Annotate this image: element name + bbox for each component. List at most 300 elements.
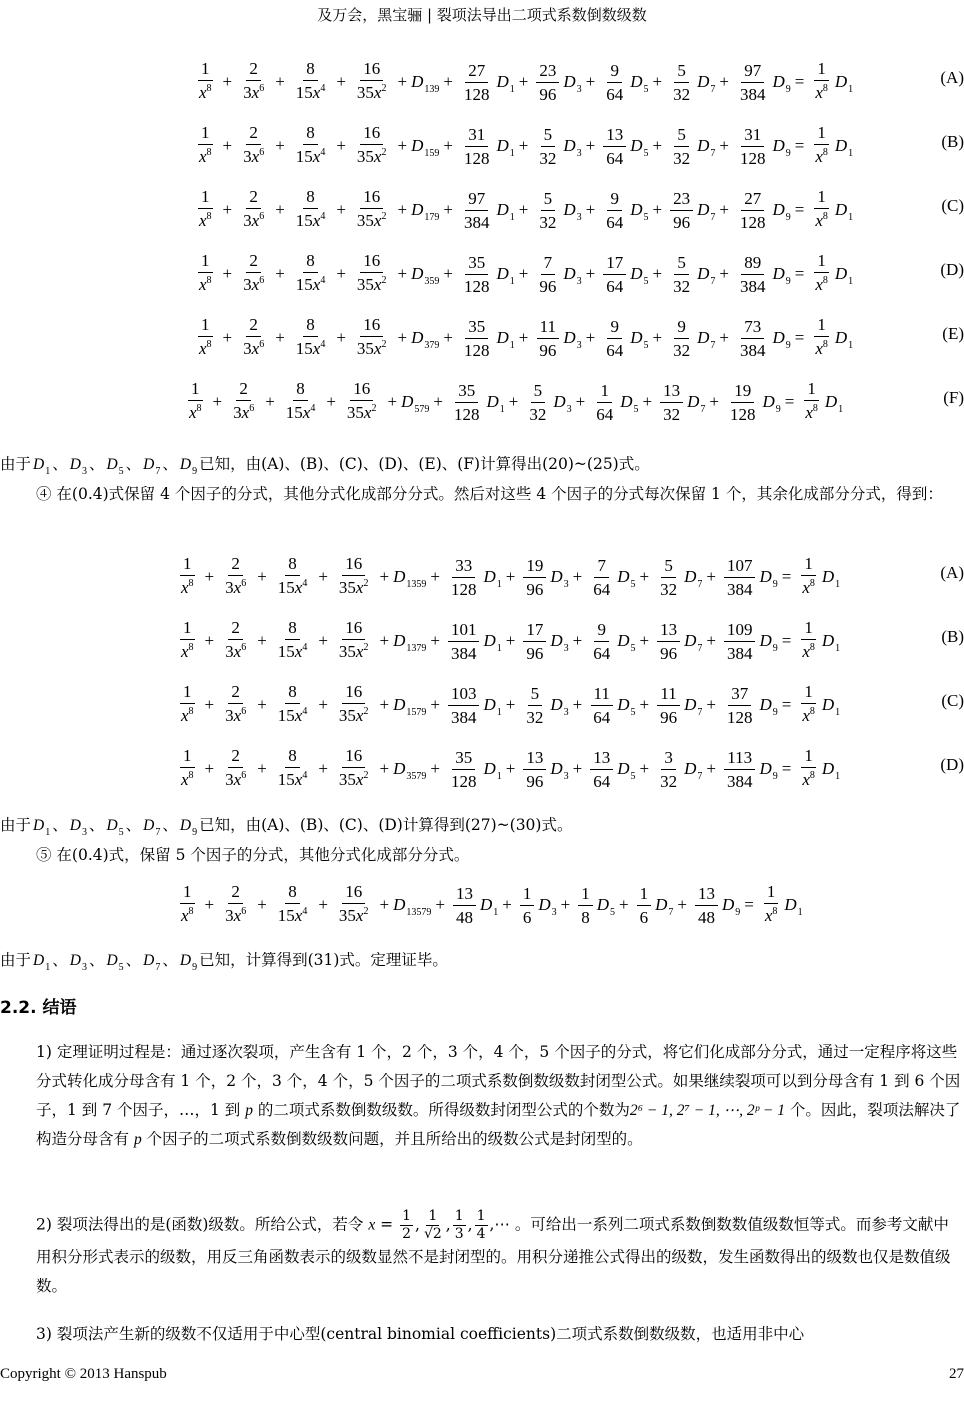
d-symbol: D: [630, 200, 643, 219]
plus-sign: +: [709, 392, 719, 411]
denominator: 64: [593, 707, 611, 727]
plus-sign: +: [318, 895, 328, 914]
exponent: 8: [809, 578, 815, 589]
d-symbol: D: [411, 328, 424, 347]
plus-sign: +: [652, 328, 663, 347]
d-symbol: D: [697, 136, 710, 155]
exponent: 6: [241, 906, 247, 917]
d-symbol: D: [772, 72, 785, 91]
numerator: 19: [523, 556, 546, 578]
separator: 、: [125, 951, 142, 969]
d-symbol: D: [143, 952, 155, 969]
d-term: [630, 200, 649, 223]
denominator: [196, 145, 215, 169]
d-subscript: 1359: [406, 579, 427, 590]
d-symbol: D: [772, 328, 785, 347]
numerator: 1: [188, 379, 203, 401]
numerator: 1: [801, 618, 816, 640]
numerator: 35: [455, 381, 478, 403]
d-symbol: D: [563, 136, 576, 155]
numerator: 13: [657, 620, 680, 642]
variable-x: x: [802, 770, 810, 789]
exponent: 4: [302, 578, 308, 589]
numerator: 17: [603, 253, 626, 275]
exponent: 2: [381, 339, 387, 350]
d-subscript: 7: [697, 643, 703, 654]
plus-sign: +: [443, 328, 453, 347]
denominator: [802, 401, 821, 425]
d-symbol: D: [821, 631, 835, 650]
d-combined-term: [411, 264, 440, 287]
numerator: 35: [452, 748, 475, 770]
numerator: 1: [180, 618, 195, 640]
d-subscript: 7: [710, 276, 716, 287]
plus-sign: +: [652, 200, 663, 219]
denominator: $3x^6$: [225, 578, 247, 597]
numerator: 1: [814, 315, 829, 337]
d-subscript: 1: [797, 907, 803, 918]
denominator: 384: [726, 579, 753, 599]
equation-label: (A): [940, 563, 964, 582]
d-term: [106, 811, 123, 842]
plus-sign: +: [639, 567, 650, 586]
numerator: 8: [285, 554, 300, 576]
denominator: [799, 768, 818, 792]
exponent: 6: [241, 706, 247, 717]
numerator: 8: [285, 746, 300, 768]
numerator: 16: [360, 315, 383, 337]
denominator: √2: [423, 1226, 442, 1242]
coefficient-fraction: [603, 125, 626, 168]
plus-sign: +: [204, 631, 215, 650]
d-symbol: D: [33, 952, 45, 969]
numerator: 5: [661, 556, 676, 578]
denominator: [178, 640, 197, 664]
d-subscript: 9: [772, 643, 778, 654]
d-symbol: D: [617, 695, 630, 714]
d-subscript: 3: [566, 404, 572, 415]
d-term: [33, 450, 50, 481]
equation: [192, 114, 853, 178]
coefficient-fraction: [520, 884, 535, 927]
inline-fraction: [453, 1208, 466, 1243]
denominator: 64: [593, 579, 611, 599]
plus-sign: +: [433, 392, 443, 411]
d-symbol: D: [759, 759, 772, 778]
numerator: 16: [342, 618, 365, 640]
plus-sign: +: [677, 895, 687, 914]
numerator: 1: [454, 1208, 464, 1224]
separator: 、: [162, 455, 178, 473]
numerator: 7: [541, 253, 556, 275]
d-symbol: D: [630, 264, 643, 283]
d-term: [759, 567, 778, 590]
variable-x: x: [815, 83, 823, 102]
denominator: [186, 401, 205, 425]
separator: 、: [162, 951, 178, 969]
numerator: 8: [303, 187, 318, 209]
comma: ,: [415, 1215, 420, 1234]
coefficient-fraction: [448, 620, 480, 663]
denominator: [178, 704, 197, 728]
numerator: 2: [246, 187, 261, 209]
denominator: 64: [593, 643, 611, 663]
plus-sign: +: [430, 759, 440, 778]
denominator: $15x^4$: [295, 211, 326, 230]
d-term: [143, 450, 160, 481]
denominator: [196, 337, 215, 361]
numerator: 16: [342, 882, 365, 904]
denominator: $35x^2$: [346, 403, 377, 422]
variable-x: x: [294, 706, 303, 725]
d-term: [721, 895, 741, 918]
equals-sign: =: [794, 328, 805, 347]
coefficient-fraction: [526, 381, 549, 424]
variable-x: x: [181, 578, 189, 597]
d-term: [180, 811, 197, 842]
equation-label: (C): [941, 196, 964, 215]
denominator: 96: [539, 276, 557, 296]
plus-sign: +: [397, 72, 408, 91]
conclusion-paragraph-1: 1) 定理证明过程是：通过逐次裂项，产生含有 1 个，2 个，3 个，4 个，5 个因子的分式，将它们化成部分分式，通过一定程序将这些分式转化成分母含有 1 个，2 个，3 个，4 个，5 个因子的二项式系数倒数级数封闭型公式。如果继续裂项可以到分母含有 1 到 6 个因子，1 到 7 个因子，…，1 到 p 的二项式系数倒数级数。所得级数封闭型公式的个数为2⁶ − 1, 2⁷ − 1, ⋯, 2ᵖ − 1 个。因此，裂项法解决了构造分母含有 p 个因子的二项式系数倒数级数问题，并且所给出的级数公式是封闭型的。: [36, 1043, 961, 1148]
d-symbol: D: [550, 759, 563, 778]
plus-sign: +: [435, 895, 445, 914]
plus-sign: +: [642, 392, 653, 411]
numerator: 2: [228, 746, 243, 768]
plus-sign: +: [719, 264, 729, 283]
numerator: 16: [360, 187, 383, 209]
fraction-term: [275, 746, 311, 792]
coefficient-fraction: [590, 684, 613, 727]
variable-x: x: [251, 211, 260, 230]
d-subscript: 7: [668, 907, 674, 918]
plus-sign: +: [257, 759, 267, 778]
plus-sign: +: [443, 136, 453, 155]
d-term: [483, 759, 502, 782]
exponent: 4: [320, 147, 326, 158]
coefficient-fraction: [657, 748, 680, 791]
plus-sign: +: [336, 264, 346, 283]
variable-x: x: [815, 147, 823, 166]
d-term: [772, 264, 791, 287]
equation-row: [0, 114, 964, 178]
denominator: [799, 704, 818, 728]
denominator: $15x^4$: [295, 275, 326, 294]
footer-copyright: Copyright © 2013 Hanspub: [0, 1366, 167, 1382]
coefficient-fraction: [695, 884, 718, 927]
denominator: 128: [463, 340, 490, 360]
variable-x: x: [233, 578, 242, 597]
d-symbol: D: [617, 631, 630, 650]
d-symbol: D: [33, 817, 45, 834]
coefficient-fraction: [523, 620, 546, 663]
denominator: 96: [660, 643, 678, 663]
d-subscript: 3: [576, 84, 582, 95]
variable-x: x: [815, 275, 823, 294]
separator: 、: [88, 816, 105, 834]
d-term: [821, 631, 841, 654]
d-term: [697, 200, 716, 223]
d-term: [106, 946, 123, 977]
denominator: 32: [660, 579, 678, 599]
fraction-term: [178, 882, 197, 928]
d-symbol: D: [483, 567, 496, 586]
plus-sign: +: [204, 895, 215, 914]
numerator: 2: [228, 882, 243, 904]
equation-row: [0, 306, 964, 370]
d-symbol: D: [106, 952, 118, 969]
plus-sign: +: [257, 895, 267, 914]
equation: [182, 370, 843, 434]
coefficient-fraction: [603, 253, 626, 296]
inline-fraction: [400, 1208, 413, 1243]
denominator: 32: [660, 771, 678, 791]
fraction-term: [354, 251, 390, 297]
fraction-term: [354, 123, 390, 169]
denominator: $3x^6$: [225, 770, 247, 789]
numerator: 1: [764, 882, 779, 904]
plus-sign: +: [639, 759, 650, 778]
plus-sign: +: [508, 392, 519, 411]
numerator: 109: [724, 620, 756, 642]
d-term: [563, 264, 582, 287]
denominator: $35x^2$: [338, 578, 369, 597]
numerator: 8: [303, 123, 318, 145]
denominator: $15x^4$: [277, 578, 308, 597]
numerator: 1: [198, 251, 213, 273]
denominator: $35x^2$: [338, 706, 369, 725]
numerator: 1: [180, 746, 195, 768]
fraction-term: [812, 123, 831, 169]
variable-x: x: [815, 211, 823, 230]
exponent: 6: [241, 578, 247, 589]
variable-x: x: [312, 339, 321, 358]
plus-sign: +: [706, 695, 716, 714]
d-subscript: 9: [785, 340, 791, 351]
plus-sign: +: [560, 895, 571, 914]
denominator: $3x^6$: [233, 403, 255, 422]
plus-sign: +: [585, 328, 596, 347]
numerator: 1: [637, 884, 652, 906]
d-combined-term: [411, 72, 440, 95]
plus-sign: +: [379, 759, 390, 778]
plus-sign: +: [257, 695, 267, 714]
variable-x: x: [312, 83, 321, 102]
d-subscript: 1: [835, 771, 841, 782]
coefficient-fraction: [670, 189, 693, 232]
exponent: 8: [809, 706, 815, 717]
coefficient-fraction: [657, 556, 680, 599]
exponent: 2: [381, 83, 387, 94]
plus-sign: +: [652, 264, 663, 283]
fraction-term: [336, 882, 372, 928]
d-subscript: 9: [785, 276, 791, 287]
fraction-term: [222, 882, 249, 928]
plus-sign: +: [257, 567, 267, 586]
d-subscript: 1: [848, 212, 854, 223]
numerator: 37: [728, 684, 751, 706]
d-term: [33, 946, 50, 977]
d-symbol: D: [772, 264, 785, 283]
d-term: [483, 567, 502, 590]
footer-page-number: 27: [949, 1366, 964, 1382]
numerator: 1: [180, 682, 195, 704]
numerator: 19: [731, 381, 754, 403]
numerator: 1: [801, 554, 816, 576]
d-subscript: 3: [81, 962, 87, 973]
denominator: 64: [606, 340, 624, 360]
d-subscript: 1: [493, 907, 499, 918]
numerator: 8: [303, 251, 318, 273]
fraction-term: [178, 618, 197, 664]
plus-sign: +: [318, 695, 328, 714]
d-symbol: D: [393, 759, 406, 778]
denominator: $3x^6$: [225, 706, 247, 725]
variable-x: x: [373, 275, 382, 294]
exponent: 8: [188, 906, 194, 917]
numerator: 16: [360, 251, 383, 273]
equation: [192, 178, 853, 242]
plus-sign: +: [257, 631, 267, 650]
denominator: $15x^4$: [277, 706, 308, 725]
denominator: 128: [450, 771, 477, 791]
fraction-term: [354, 59, 390, 105]
fraction-term: [275, 682, 311, 728]
plus-sign: +: [318, 759, 328, 778]
d-subscript: 1: [496, 643, 502, 654]
equals-sign: =: [781, 567, 792, 586]
denominator: 2: [402, 1226, 412, 1242]
d-term: [834, 200, 854, 223]
fraction-term: [196, 187, 215, 233]
variable-x: x: [233, 770, 242, 789]
denominator: 128: [450, 579, 477, 599]
d-symbol: D: [411, 136, 424, 155]
plus-sign: +: [430, 631, 440, 650]
numerator: 23: [536, 61, 559, 83]
plus-sign: +: [505, 631, 516, 650]
inline-fraction: [422, 1208, 444, 1243]
plus-sign: +: [275, 136, 285, 155]
numerator: 73: [741, 317, 764, 339]
exponent: 8: [822, 275, 828, 286]
variable-x: x: [181, 706, 189, 725]
plus-sign: +: [585, 136, 596, 155]
coefficient-fraction: [660, 381, 683, 424]
denominator: 3: [454, 1226, 464, 1242]
d-subscript: 3: [576, 340, 582, 351]
numerator: 1: [180, 882, 195, 904]
d-symbol: D: [596, 895, 609, 914]
d-term: [483, 695, 502, 718]
d-symbol: D: [821, 759, 835, 778]
denominator: [196, 81, 215, 105]
d-term: [70, 450, 87, 481]
d-symbol: D: [483, 631, 496, 650]
numerator: 101: [448, 620, 480, 642]
coefficient-fraction: [724, 748, 756, 791]
plus-sign: +: [518, 200, 529, 219]
variable-x: x: [251, 83, 260, 102]
denominator: $35x^2$: [356, 147, 387, 166]
fraction-term: [222, 682, 249, 728]
fraction-term: [230, 379, 257, 425]
d-subscript: 1: [499, 404, 505, 415]
plus-sign: +: [275, 200, 285, 219]
separator: 、: [88, 951, 105, 969]
fraction-term: [354, 187, 390, 233]
fraction-term: [799, 554, 818, 600]
denominator: [178, 904, 197, 928]
d-term: [697, 136, 716, 159]
comma: ,: [445, 1215, 451, 1234]
variable-x: x: [363, 403, 372, 422]
coefficient-fraction: [637, 884, 652, 927]
exponent: 4: [320, 275, 326, 286]
fraction-term: [812, 315, 831, 361]
denominator: $15x^4$: [277, 770, 308, 789]
plus-sign: +: [719, 72, 729, 91]
numerator: 5: [528, 684, 543, 706]
d-symbol: D: [563, 264, 576, 283]
d-combined-term: [411, 200, 440, 223]
fraction-term: [799, 618, 818, 664]
plus-sign: +: [505, 567, 516, 586]
exponent: 8: [196, 403, 202, 414]
denominator: [812, 273, 831, 297]
variable-x: x: [199, 211, 207, 230]
denominator: $3x^6$: [225, 642, 247, 661]
d-combined-term: [393, 695, 427, 718]
numerator: 23: [670, 189, 693, 211]
d-list: [31, 816, 199, 838]
d-combined-term: [401, 392, 430, 415]
numerator: 5: [541, 189, 556, 211]
fraction-term: [240, 251, 267, 297]
coefficient-fraction: [737, 253, 769, 296]
variable-x: x: [181, 906, 189, 925]
denominator: [178, 576, 197, 600]
numerator: 5: [674, 61, 689, 83]
d-term: [759, 759, 778, 782]
denominator: [196, 273, 215, 297]
d-term: [496, 328, 515, 351]
denominator: $35x^2$: [338, 642, 369, 661]
exponent: 8: [206, 211, 212, 222]
denominator: $35x^2$: [356, 211, 387, 230]
d-term: [550, 759, 569, 782]
exponent: 2: [363, 578, 369, 589]
numerator: 5: [674, 125, 689, 147]
separator: 、: [52, 951, 68, 969]
separator: 、: [52, 816, 68, 834]
plus-sign: +: [265, 392, 275, 411]
coefficient-fraction: [451, 381, 483, 424]
denominator: 64: [606, 148, 624, 168]
paragraph-step-5: ⑤ 在(0.4)式，保留 5 个因子的分式，其他分式化成部分分式。: [36, 846, 470, 864]
plus-sign: +: [639, 631, 650, 650]
denominator: [812, 81, 831, 105]
fraction-term: [178, 554, 197, 600]
plus-sign: +: [397, 264, 408, 283]
d-subscript: 1379: [406, 643, 427, 654]
plus-sign: +: [505, 759, 516, 778]
denominator: $35x^2$: [356, 275, 387, 294]
denominator: [799, 576, 818, 600]
d-subscript: 1: [509, 84, 515, 95]
exponent: 6: [259, 83, 265, 94]
d-subscript: 5: [643, 148, 649, 159]
